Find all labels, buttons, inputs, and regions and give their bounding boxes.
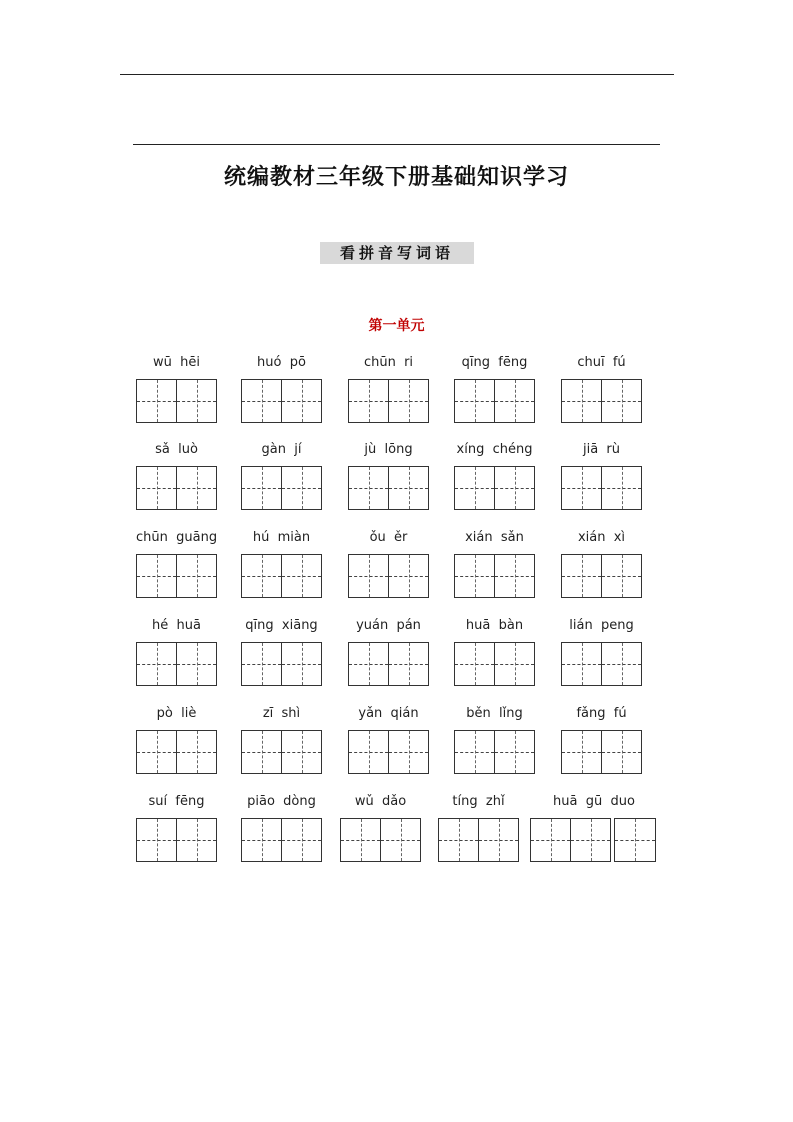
pinyin-label: ǒu ěr xyxy=(369,530,408,545)
writing-box[interactable] xyxy=(136,466,217,510)
writing-box[interactable] xyxy=(241,730,322,774)
character-cell[interactable] xyxy=(455,643,495,685)
character-cell[interactable] xyxy=(242,380,282,422)
pinyin-label: qīng xiāng xyxy=(245,618,318,633)
pinyin-label: xíng chéng xyxy=(456,442,533,457)
character-cell[interactable] xyxy=(177,555,216,597)
pinyin-label: zī shì xyxy=(262,706,301,721)
pinyin-label: wǔ dǎo xyxy=(354,794,407,809)
pinyin-label: jù lōng xyxy=(364,442,413,457)
pinyin-label: huā bàn xyxy=(465,618,524,633)
writing-box[interactable] xyxy=(561,730,642,774)
pinyin-label: hé huā xyxy=(152,618,201,633)
pinyin-label: yǎn qián xyxy=(358,706,419,721)
character-cell[interactable] xyxy=(389,555,428,597)
pinyin-label: jiā rù xyxy=(582,442,621,457)
section-heading: 看拼音写词语 xyxy=(320,242,474,264)
writing-box[interactable] xyxy=(241,818,322,862)
character-cell[interactable] xyxy=(137,555,177,597)
character-cell[interactable] xyxy=(479,819,518,861)
title-rule xyxy=(133,144,660,145)
character-cell[interactable] xyxy=(495,731,534,773)
character-cell[interactable] xyxy=(137,467,177,509)
pinyin-label: suí fēng xyxy=(148,794,205,809)
character-cell[interactable] xyxy=(571,819,610,861)
character-cell[interactable] xyxy=(455,555,495,597)
character-cell[interactable] xyxy=(177,731,216,773)
pinyin-label: sǎ luò xyxy=(155,442,198,457)
character-cell[interactable] xyxy=(282,467,321,509)
character-cell[interactable] xyxy=(602,467,641,509)
character-cell[interactable] xyxy=(349,643,389,685)
pinyin-label: qīng fēng xyxy=(461,355,528,370)
pinyin-label: gàn jí xyxy=(261,442,302,457)
writing-box[interactable] xyxy=(136,379,217,423)
writing-box[interactable] xyxy=(348,730,429,774)
character-cell[interactable] xyxy=(495,380,534,422)
page-title: 统编教材三年级下册基础知识学习 xyxy=(223,165,569,190)
writing-box[interactable] xyxy=(241,642,322,686)
character-cell[interactable] xyxy=(602,731,641,773)
character-cell[interactable] xyxy=(562,555,602,597)
character-cell[interactable] xyxy=(282,555,321,597)
writing-box[interactable] xyxy=(561,554,642,598)
pinyin-label: chūn guāng xyxy=(136,530,218,545)
writing-box[interactable] xyxy=(340,818,421,862)
pinyin-label: xián sǎn xyxy=(465,530,524,545)
character-cell[interactable] xyxy=(562,643,602,685)
pinyin-label: fǎng fú xyxy=(576,706,627,721)
character-cell[interactable] xyxy=(602,643,641,685)
writing-box[interactable] xyxy=(454,642,535,686)
writing-box[interactable] xyxy=(348,554,429,598)
pinyin-label: hú miàn xyxy=(252,530,311,545)
character-cell[interactable] xyxy=(439,819,479,861)
character-cell[interactable] xyxy=(349,380,389,422)
writing-box[interactable] xyxy=(348,466,429,510)
pinyin-label: xián xì xyxy=(577,530,626,545)
character-cell[interactable] xyxy=(349,467,389,509)
character-cell[interactable] xyxy=(177,467,216,509)
character-cell[interactable] xyxy=(242,731,282,773)
character-cell[interactable] xyxy=(177,819,216,861)
pinyin-label: pò liè xyxy=(156,706,197,721)
character-cell[interactable] xyxy=(455,731,495,773)
character-cell[interactable] xyxy=(381,819,420,861)
character-cell[interactable] xyxy=(341,819,381,861)
pinyin-label: huó pō xyxy=(257,355,306,370)
character-cell[interactable] xyxy=(389,467,428,509)
character-cell[interactable] xyxy=(495,467,534,509)
character-cell[interactable] xyxy=(349,731,389,773)
character-cell[interactable] xyxy=(455,467,495,509)
character-cell[interactable] xyxy=(242,819,282,861)
unit-heading: 第一单元 xyxy=(368,318,425,334)
character-cell[interactable] xyxy=(137,731,177,773)
writing-box[interactable] xyxy=(438,818,519,862)
writing-box[interactable] xyxy=(136,818,217,862)
writing-box[interactable] xyxy=(241,554,322,598)
character-cell[interactable] xyxy=(531,819,571,861)
character-cell[interactable] xyxy=(137,380,177,422)
writing-box[interactable] xyxy=(530,818,611,862)
character-cell[interactable] xyxy=(495,643,534,685)
pinyin-label: huā gū duo xyxy=(553,794,635,809)
character-cell[interactable] xyxy=(177,380,216,422)
character-cell[interactable] xyxy=(602,555,641,597)
pinyin-label: běn lǐng xyxy=(466,706,523,721)
character-cell[interactable] xyxy=(137,643,177,685)
pinyin-label: lián peng xyxy=(569,618,634,633)
character-cell[interactable] xyxy=(455,380,495,422)
writing-box[interactable] xyxy=(614,818,656,862)
character-cell[interactable] xyxy=(562,380,602,422)
writing-box[interactable] xyxy=(454,379,535,423)
writing-box[interactable] xyxy=(561,642,642,686)
writing-box[interactable] xyxy=(561,466,642,510)
character-cell[interactable] xyxy=(282,380,321,422)
character-cell[interactable] xyxy=(389,380,428,422)
character-cell[interactable] xyxy=(242,467,282,509)
character-cell[interactable] xyxy=(615,819,655,861)
writing-box[interactable] xyxy=(348,379,429,423)
header-rule xyxy=(120,74,674,75)
pinyin-label: chūn ri xyxy=(363,355,414,370)
character-cell[interactable] xyxy=(242,643,282,685)
character-cell[interactable] xyxy=(282,819,321,861)
character-cell[interactable] xyxy=(242,555,282,597)
character-cell[interactable] xyxy=(602,380,641,422)
writing-box[interactable] xyxy=(241,466,322,510)
writing-box[interactable] xyxy=(454,466,535,510)
writing-box[interactable] xyxy=(454,730,535,774)
character-cell[interactable] xyxy=(389,731,428,773)
pinyin-label: yuán pán xyxy=(356,618,421,633)
character-cell[interactable] xyxy=(282,643,321,685)
character-cell[interactable] xyxy=(282,731,321,773)
character-cell[interactable] xyxy=(495,555,534,597)
writing-box[interactable] xyxy=(136,554,217,598)
writing-box[interactable] xyxy=(241,379,322,423)
character-cell[interactable] xyxy=(177,643,216,685)
character-cell[interactable] xyxy=(349,555,389,597)
pinyin-label: tíng zhǐ xyxy=(452,794,505,809)
character-cell[interactable] xyxy=(137,819,177,861)
pinyin-label: piāo dòng xyxy=(247,794,316,809)
writing-box[interactable] xyxy=(454,554,535,598)
pinyin-label: wū hēi xyxy=(153,355,200,370)
pinyin-label: chuī fú xyxy=(577,355,626,370)
character-cell[interactable] xyxy=(562,467,602,509)
character-cell[interactable] xyxy=(389,643,428,685)
writing-box[interactable] xyxy=(348,642,429,686)
writing-box[interactable] xyxy=(136,642,217,686)
writing-box[interactable] xyxy=(561,379,642,423)
writing-box[interactable] xyxy=(136,730,217,774)
character-cell[interactable] xyxy=(562,731,602,773)
